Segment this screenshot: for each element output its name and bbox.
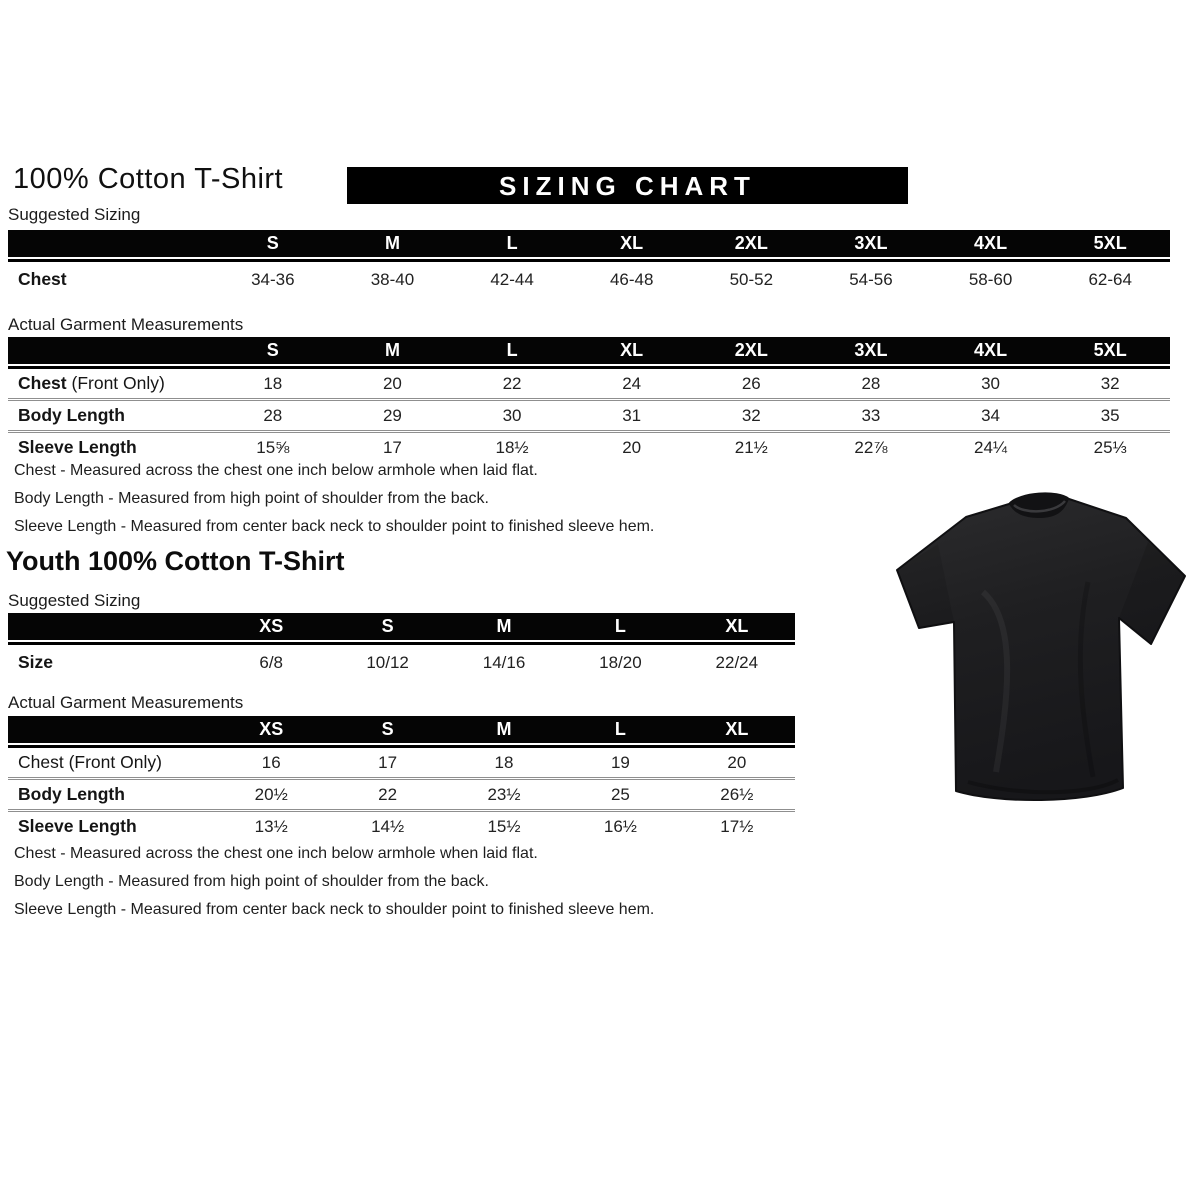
row-label-text: Chest [18, 269, 67, 289]
row-label-suffix: (Front Only) [66, 373, 165, 393]
cell-value: 25⅓ [1093, 437, 1127, 457]
cell-value: 18½ [495, 437, 529, 457]
cell-value: 34 [981, 405, 1001, 425]
row-label [8, 784, 213, 805]
row-label [8, 405, 213, 426]
cell-value: 20 [622, 437, 642, 457]
cell-value: 24 [622, 373, 642, 393]
row-label [8, 269, 213, 290]
cell-value: 17 [382, 437, 402, 457]
column-header-5xl: 5XL [1093, 340, 1127, 360]
tshirt-photo-svg [888, 472, 1200, 817]
cell-value: 15⅝ [256, 437, 290, 457]
column-header-l: L [614, 616, 626, 636]
measurement-note: Chest - Measured across the chest one inch below armhole when laid flat. [14, 845, 538, 862]
cell-value: 28 [861, 373, 881, 393]
cell-value: 34-36 [251, 269, 295, 289]
cell-value: 30 [981, 373, 1001, 393]
column-header-xl: XL [725, 616, 749, 636]
table-row [8, 645, 795, 680]
cell-value: 24¼ [974, 437, 1008, 457]
adult-actual-measurements-table [8, 337, 1170, 462]
cell-value: 20 [727, 752, 747, 772]
column-header-3xl: 3XL [854, 233, 888, 253]
table-header-row [8, 337, 1170, 364]
adult-actual-measurements-label: Actual Garment Measurements [8, 315, 244, 334]
measurement-note: Chest - Measured across the chest one inch below armhole when laid flat. [14, 462, 538, 479]
table-row [8, 748, 795, 780]
youth-suggested-sizing-label: Suggested Sizing [8, 591, 141, 610]
row-label-text: Chest (Front Only) [18, 752, 162, 772]
column-header-l: L [506, 340, 518, 360]
column-header-2xl: 2XL [734, 340, 768, 360]
cell-value: 18 [494, 752, 514, 772]
table-row [8, 780, 795, 812]
row-label-text: Size [18, 652, 54, 672]
cell-value: 32 [741, 405, 761, 425]
column-header-m: M [496, 719, 512, 739]
column-header-2xl: 2XL [734, 233, 768, 253]
adult-suggested-sizing-label: Suggested Sizing [8, 205, 141, 224]
cell-value: 18/20 [599, 652, 642, 672]
column-header-4xl: 4XL [974, 233, 1008, 253]
column-header-xl: XL [620, 233, 644, 253]
table-row [8, 262, 1170, 297]
column-header-m: M [384, 340, 400, 360]
cell-value: 14/16 [482, 652, 526, 672]
column-header-xl: XL [620, 340, 644, 360]
cell-value: 50-52 [729, 269, 774, 289]
youth-measurement-notes [14, 840, 654, 924]
row-label-text: Sleeve Length [18, 437, 137, 457]
cell-value: 20½ [254, 784, 288, 804]
cell-value: 16½ [603, 816, 637, 836]
row-label [8, 752, 213, 773]
measurement-note: Body Length - Measured from high point of shoulder from the back. [14, 490, 489, 507]
sizing-chart-banner: SIZING CHART [347, 167, 908, 204]
column-header-xl: XL [725, 719, 749, 739]
cell-value: 31 [622, 405, 642, 425]
cell-value: 38-40 [370, 269, 415, 289]
cell-value: 17½ [720, 816, 754, 836]
row-label [8, 816, 213, 837]
cell-value: 23½ [487, 784, 521, 804]
column-header-s: S [381, 719, 394, 739]
adult-measurement-notes [14, 457, 654, 541]
column-header-3xl: 3XL [854, 340, 888, 360]
column-header-s: S [266, 233, 279, 253]
measurement-note: Sleeve Length - Measured from center back neck to shoulder point to finished sleeve hem. [14, 901, 655, 918]
cell-value: 19 [610, 752, 630, 772]
adult-suggested-sizing-table [8, 230, 1170, 297]
cell-value: 26 [741, 373, 761, 393]
cell-value: 42-44 [490, 269, 534, 289]
table-header-row [8, 613, 795, 640]
column-header-m: M [384, 233, 400, 253]
table-header-row [8, 716, 795, 743]
column-header-xs: XS [259, 719, 284, 739]
cell-value: 18 [263, 373, 283, 393]
cell-value: 58-60 [968, 269, 1013, 289]
cell-value: 10/12 [366, 652, 409, 672]
cell-value: 6/8 [259, 652, 284, 672]
cell-value: 54-56 [849, 269, 893, 289]
cell-value: 25 [610, 784, 630, 804]
row-label-text: Sleeve Length [18, 816, 137, 836]
cell-value: 21½ [734, 437, 768, 457]
table-row [8, 401, 1170, 433]
cell-value: 20 [382, 373, 402, 393]
cell-value: 15½ [487, 816, 521, 836]
measurement-note: Body Length - Measured from high point of shoulder from the back. [14, 873, 489, 890]
cell-value: 22 [502, 373, 522, 393]
column-header-xs: XS [259, 616, 284, 636]
youth-actual-measurements-table [8, 716, 795, 841]
column-header-s: S [381, 616, 394, 636]
cell-value: 62-64 [1088, 269, 1132, 289]
row-label-text: Body Length [18, 405, 125, 425]
row-label [8, 652, 213, 673]
youth-page-title: Youth 100% Cotton T-Shirt [6, 546, 345, 576]
column-header-5xl: 5XL [1093, 233, 1127, 253]
table-row [8, 369, 1170, 401]
table-row [8, 812, 795, 841]
youth-actual-measurements-label: Actual Garment Measurements [8, 693, 244, 712]
youth-suggested-sizing-table [8, 613, 795, 680]
cell-value: 16 [261, 752, 281, 772]
cell-value: 17 [378, 752, 398, 772]
page-title: 100% Cotton T-Shirt [13, 163, 284, 195]
cell-value: 22 [378, 784, 398, 804]
tshirt-image [888, 472, 1200, 817]
cell-value: 14½ [371, 816, 405, 836]
table-header-row [8, 230, 1170, 257]
row-label-text: Body Length [18, 784, 125, 804]
cell-value: 35 [1100, 405, 1120, 425]
column-header-s: S [266, 340, 279, 360]
row-label [8, 373, 213, 394]
cell-value: 33 [861, 405, 881, 425]
cell-value: 28 [263, 405, 283, 425]
cell-value: 26½ [720, 784, 754, 804]
cell-value: 13½ [254, 816, 288, 836]
row-label [8, 437, 213, 458]
cell-value: 32 [1100, 373, 1120, 393]
cell-value: 22⅞ [854, 437, 888, 457]
cell-value: 29 [382, 405, 402, 425]
column-header-m: M [496, 616, 512, 636]
measurement-note: Sleeve Length - Measured from center back neck to shoulder point to finished sleeve hem. [14, 518, 655, 535]
column-header-l: L [506, 233, 518, 253]
cell-value: 30 [502, 405, 522, 425]
cell-value: 46-48 [609, 269, 654, 289]
column-header-l: L [614, 719, 626, 739]
cell-value: 22/24 [715, 652, 759, 672]
column-header-4xl: 4XL [974, 340, 1008, 360]
row-label-text: Chest [18, 373, 67, 393]
